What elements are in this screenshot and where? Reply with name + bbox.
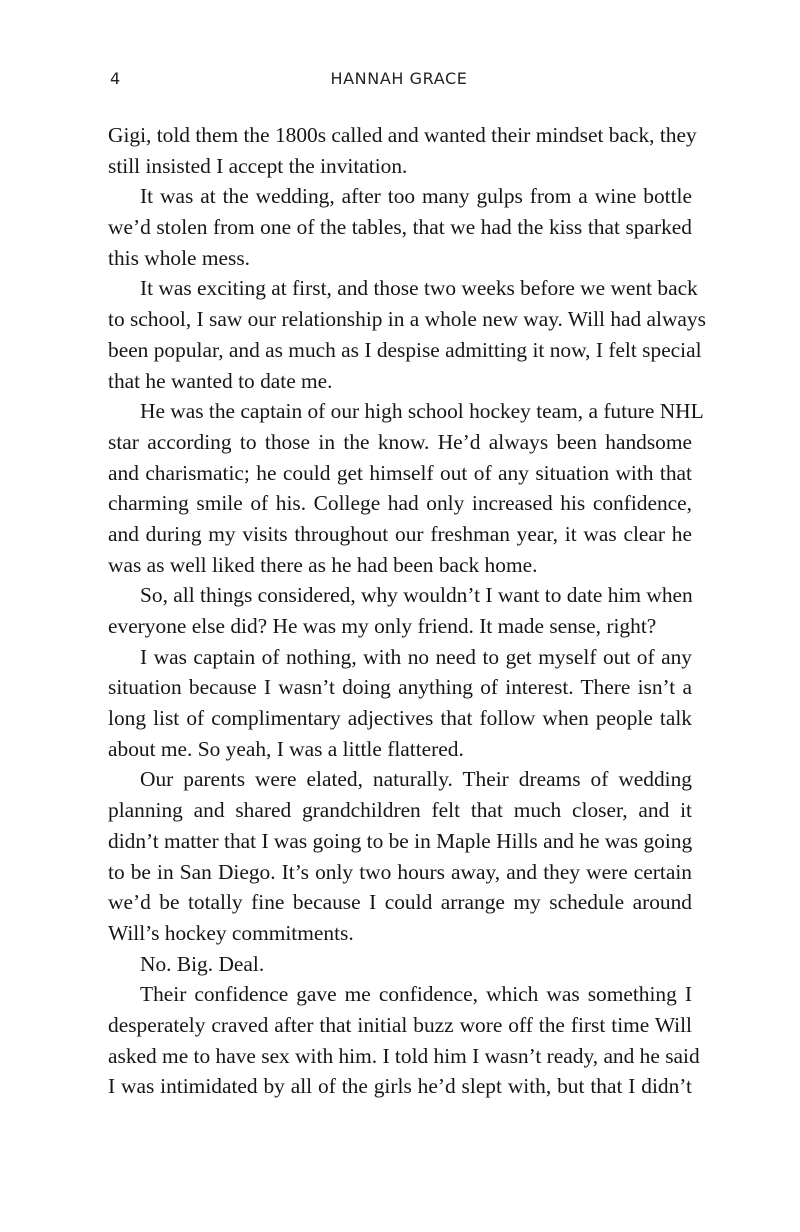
paragraph xyxy=(108,979,700,1102)
text-line: I was intimidated by all of the girls he’d slept with, but that I didn’t xyxy=(108,1074,692,1099)
body-text xyxy=(108,120,706,1102)
text-line: asked me to have sex with him. I told him I wasn’t ready, and he said xyxy=(108,1043,700,1068)
text-line: planning and shared grandchildren felt that much closer, and it xyxy=(108,798,692,823)
text-line: that he wanted to date me. xyxy=(108,368,333,393)
text-line: and during my visits throughout our freshman year, it was clear he xyxy=(108,521,692,546)
text-line: we’d be totally fine because I could arrange my schedule around xyxy=(108,890,692,915)
text-line: Gigi, told them the 1800s called and wanted their mindset back, they xyxy=(108,123,697,147)
text-line: we’d stolen from one of the tables, that we had the kiss that sparked xyxy=(108,215,692,240)
paragraph xyxy=(108,273,706,396)
running-header xyxy=(108,69,690,93)
text-line: everyone else did? He was my only friend. It made sense, right? xyxy=(108,614,657,638)
text-line: still insisted I accept the invitation. xyxy=(108,153,408,178)
text-line: and charismatic; he could get himself out of any situation with that xyxy=(108,460,692,485)
text-line: I was captain of nothing, with no need to get myself out of any xyxy=(140,644,692,669)
text-line: didn’t matter that I was going to be in Maple Hills and he was going xyxy=(108,828,693,853)
text-line: Their confidence gave me confidence, which was something I xyxy=(140,982,692,1007)
paragraph xyxy=(108,949,692,980)
paragraph xyxy=(108,396,704,580)
text-line: situation because I wasn’t doing anything of interest. There isn’t a xyxy=(108,675,692,700)
text-line: No. Big. Deal. xyxy=(140,951,265,976)
text-line: So, all things considered, why wouldn’t I want to date him when xyxy=(140,583,693,608)
text-line: He was the captain of our high school hockey team, a future NHL xyxy=(140,399,704,424)
text-line: this whole mess. xyxy=(108,245,251,270)
paragraph xyxy=(108,181,692,273)
text-line: It was exciting at first, and those two weeks before we went back xyxy=(140,276,698,301)
text-line: about me. So yeah, I was a little flattered. xyxy=(108,736,464,761)
text-line: It was at the wedding, after too many gulps from a wine bottle xyxy=(140,184,692,209)
paragraph xyxy=(108,642,692,765)
text-line: Our parents were elated, naturally. Their dreams of wedding xyxy=(140,767,692,792)
text-line: long list of complimentary adjectives that follow when people talk xyxy=(108,706,692,731)
text-line: charming smile of his. College had only increased his confidence, xyxy=(108,491,692,516)
author-name: HANNAH GRACE xyxy=(330,69,468,88)
text-line: was as well liked there as he had been back home. xyxy=(108,552,538,577)
text-line: been popular, and as much as I despise admitting it now, I felt special xyxy=(108,337,702,362)
paragraph xyxy=(108,764,692,948)
page-number: 4 xyxy=(110,69,121,88)
paragraph xyxy=(108,120,697,181)
text-line: desperately craved after that initial buzz wore off the first time Will xyxy=(108,1012,692,1037)
text-line: Will’s hockey commitments. xyxy=(108,920,354,945)
text-line: star according to those in the know. He’d always been handsome xyxy=(108,429,692,454)
paragraph xyxy=(108,580,692,641)
text-line: to be in San Diego. It’s only two hours away, and they were certain xyxy=(108,859,692,884)
text-line: to school, I saw our relationship in a whole new way. Will had always xyxy=(108,307,706,332)
